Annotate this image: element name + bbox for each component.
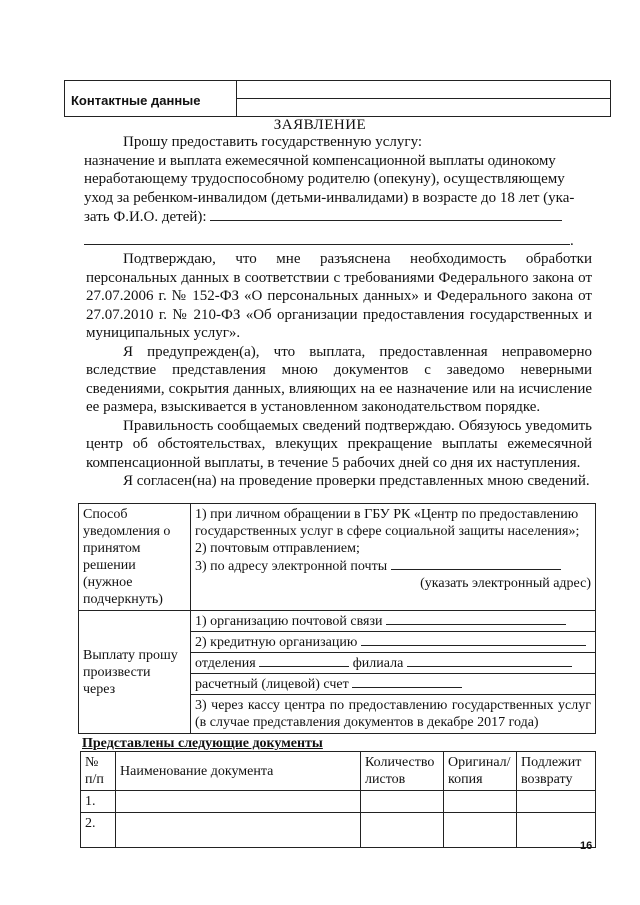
notify-option-3[interactable]: 3) по адресу электронной почты	[195, 559, 388, 574]
contact-line-1[interactable]	[237, 81, 610, 99]
row-count-cell[interactable]	[361, 813, 444, 848]
branch-field[interactable]	[259, 654, 349, 667]
row-count-cell[interactable]	[361, 791, 444, 813]
paragraph-4: Я согласен(на) на проведение проверки представленных мною сведений.	[123, 473, 590, 489]
header-count: Количество листов	[361, 752, 444, 791]
row-num: 1.	[81, 791, 116, 813]
notify-options	[191, 504, 596, 611]
request-line-3: неработающему трудоспособному родителю (опекуну), осуществляющему	[84, 171, 565, 187]
branch-label: отделения	[195, 656, 256, 671]
contact-label: Контактные данные	[65, 81, 237, 116]
row-name-cell[interactable]	[116, 813, 361, 848]
email-hint: (указать электронный адрес)	[420, 576, 591, 591]
children-name-field[interactable]	[210, 207, 562, 221]
table-row	[81, 813, 596, 848]
payment-option-2[interactable]: 2) кредитную организацию	[195, 635, 358, 650]
notify-option-1[interactable]: 1) при личном обращении в ГБУ РК «Центр по предоставлению государственных услуг в сфере социальной защиты населения»;	[195, 507, 580, 539]
options-table	[78, 503, 596, 734]
header-name: Наименование документа	[116, 752, 361, 791]
payment-option-3[interactable]: 3) через кассу центра по предоставлению государственных услуг (в случае представления документов в декабре 2017 года)	[191, 695, 596, 734]
contact-table	[64, 80, 611, 117]
request-block	[86, 133, 592, 250]
row-num: 2.	[81, 813, 116, 848]
page-number: 16	[580, 840, 593, 852]
bank-field[interactable]	[361, 633, 586, 646]
email-field[interactable]	[391, 557, 561, 570]
docs-title: Представлены следующие документы	[82, 736, 323, 751]
children-name-field-2[interactable]	[84, 231, 570, 245]
row-name-cell[interactable]	[116, 791, 361, 813]
contact-line-2[interactable]	[237, 99, 610, 116]
request-line-4: уход за ребенком-инвалидом (детьми-инвалидами) в возрасте до 18 лет (ука-	[84, 189, 575, 206]
paragraphs-block	[86, 250, 592, 491]
filial-field[interactable]	[407, 654, 572, 667]
row-orig-cell[interactable]	[444, 791, 517, 813]
request-line-2: назначение и выплата ежемесячной компенсационной выплаты одинокому	[84, 152, 556, 169]
notify-label: Способ уведомления о принятом решении (нужное подчеркнуть)	[79, 504, 191, 611]
payment-label: Выплату прошу произвести через	[79, 611, 191, 734]
request-line-1: Прошу предоставить государственную услугу:	[123, 134, 423, 150]
request-end: .	[570, 232, 574, 249]
contact-values	[237, 81, 610, 116]
header-num: № п/п	[81, 752, 116, 791]
row-return-cell[interactable]	[517, 791, 596, 813]
filial-label: филиала	[352, 656, 404, 671]
notify-option-2[interactable]: 2) почтовым отправлением;	[195, 541, 360, 556]
paragraph-3: Правильность сообщаемых сведений подтверждаю. Обязуюсь уведомить центр об обстоятельствах, влекущих прекращение выплаты ежемесячной компенсационной выплаты, в течение 5 рабочих дней со дня их наступления.	[86, 417, 592, 471]
docs-table	[80, 751, 596, 848]
paragraph-2: Я предупрежден(а), что выплата, предоставленная неправомерно вследствие представления мною документов с заведомо неверными сведениями, сокрытия данных, влияющих на ее назначение или на исчисление ее размера, взыскивается в установленном законодательством порядке.	[86, 343, 592, 415]
header-orig: Оригинал/копия	[444, 752, 517, 791]
header-return: Подлежит возврату	[517, 752, 596, 791]
row-orig-cell[interactable]	[444, 813, 517, 848]
document-title: ЗАЯВЛЕНИЕ	[273, 117, 367, 133]
table-row	[81, 791, 596, 813]
request-line-5: зать Ф.И.О. детей):	[84, 209, 207, 225]
payment-option-1[interactable]: 1) организацию почтовой связи	[195, 614, 383, 629]
paragraph-1: Подтверждаю, что мне разъяснена необходимость обработки персональных данных в соответствии с требованиями Федерального закона от 27.07.2006 г. № 152-ФЗ «О персональных данных» и Федерального закона от 27.07.2010 г. № 210-ФЗ «Об организации предоставления государственных и муниципальных услуг».	[86, 251, 592, 341]
account-label: расчетный (лицевой) счет	[195, 677, 349, 692]
account-field[interactable]	[352, 675, 462, 688]
post-office-field[interactable]	[386, 612, 566, 625]
